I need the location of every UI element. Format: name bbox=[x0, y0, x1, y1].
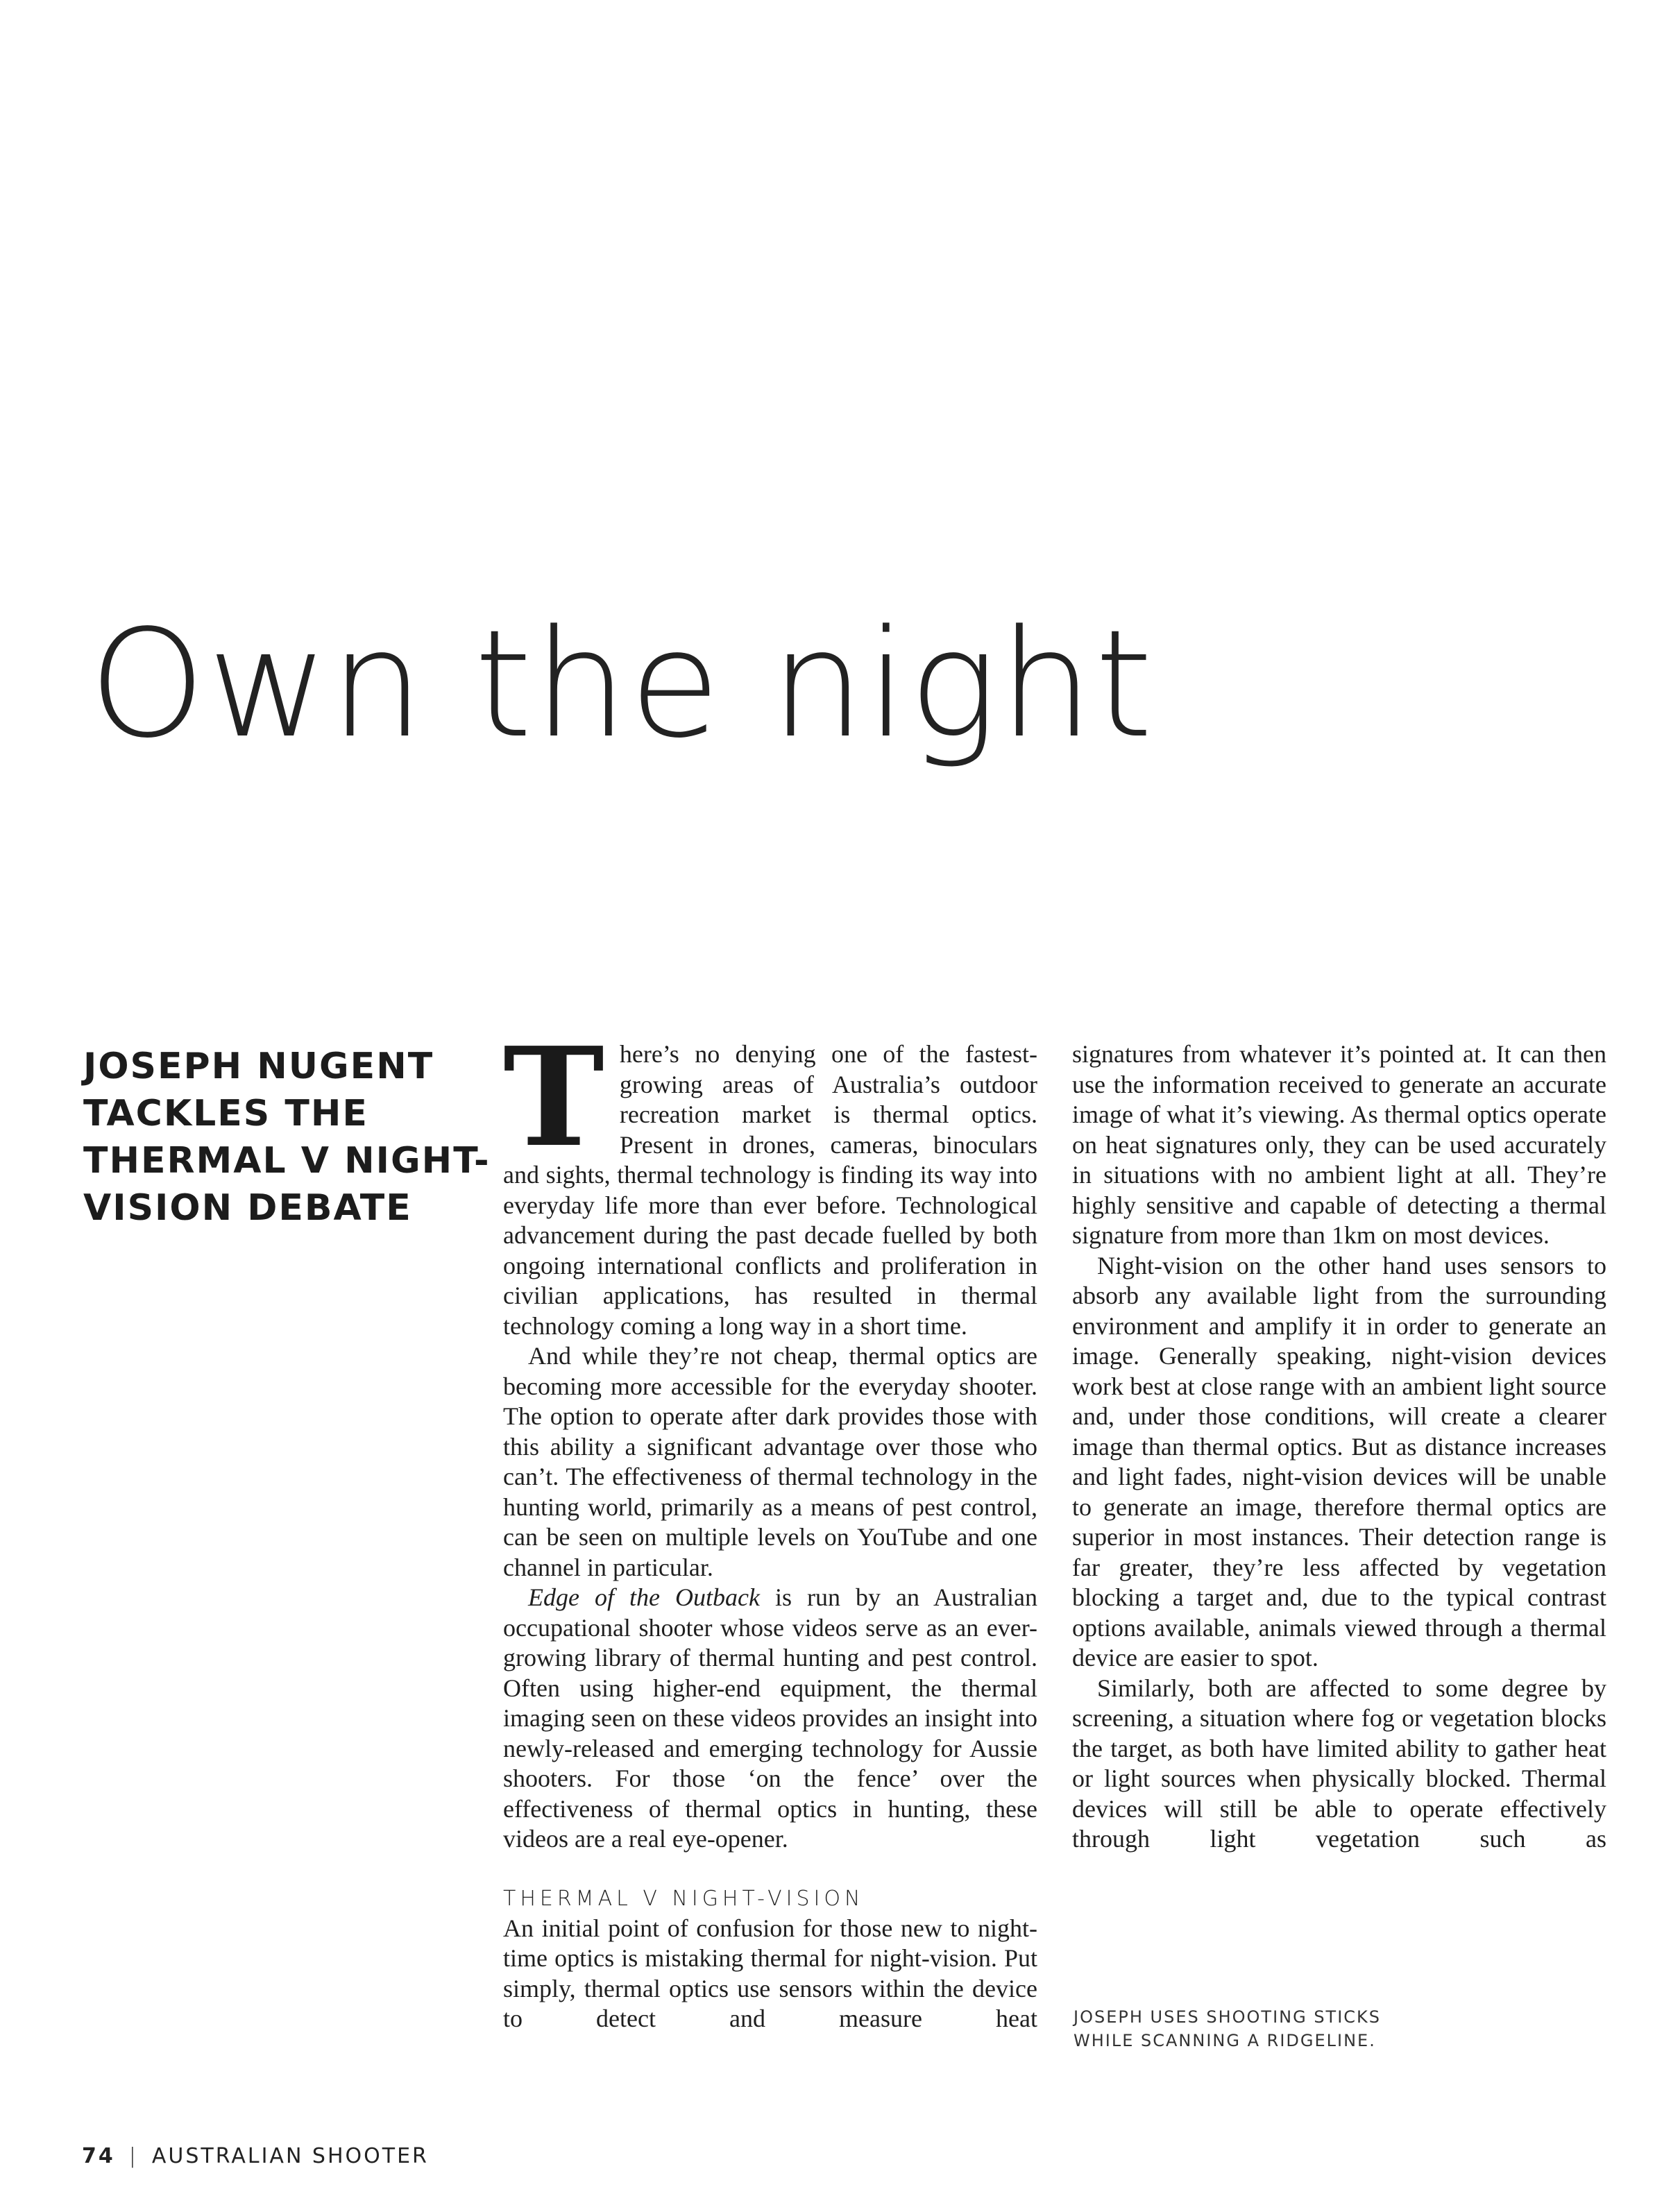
article-title: Own the night bbox=[89, 598, 1155, 771]
body-column-1 bbox=[503, 1018, 1037, 2034]
body-paragraph: Similarly, both are affected to some degree by screening, a situation where fog or vegetation blocks the target, as both have limited ability to gather heat or light sources when physically blocked. Thermal devices will still be able to operate effectively through light vegetation such as bbox=[1072, 1674, 1606, 1853]
publication-name: AUSTRALIAN SHOOTER bbox=[151, 2144, 429, 2168]
page-footer bbox=[82, 2144, 429, 2168]
drop-cap: T bbox=[503, 1018, 604, 1177]
page-number: 74 bbox=[82, 2144, 115, 2168]
body-paragraph: Night-vision on the other hand uses sensors to absorb any available light from the surrounding environment and amplify it in order to generate an image. Generally speaking, night-vision devices work best at close range with an ambient light source and, under those conditions, will create a clearer image than thermal optics. But as distance increases and light fades, night-vision devices will be unable to generate an image, therefore thermal optics are superior in most instances. Their detection range is far greater, they’re less affected by vegetation blocking a target and, due to the typical contrast options available, animals viewed through a thermal device are easier to spot. bbox=[1072, 1251, 1606, 1671]
body-paragraph: And while they’re not cheap, thermal optics are becoming more accessible for the everyday shooter. The option to operate after dark provides those with this ability a significant advantage over those who can’t. The effectiveness of thermal technology in the hunting world, primarily as a means of pest control, can be seen on multiple levels on YouTube and one channel in particular. bbox=[503, 1342, 1037, 1581]
body-paragraph bbox=[503, 1583, 1037, 1855]
photo-caption bbox=[1074, 2005, 1518, 2052]
footer-separator: | bbox=[128, 2144, 138, 2168]
paragraph-text: here’s no denying one of the fastest-growing areas of Australia’s outdoor recreation market is thermal optics. Present in drones, cameras, binoculars and sights, thermal technology is finding its way into everyday life more than ever before. Technological advancement during the past decade fuelled by both ongoing international conflicts and proliferation in civilian applications, has resulted in thermal technology coming a long way in a short time. bbox=[503, 1040, 1037, 1340]
standfirst: JOSEPH NUGENT TACKLES THE THERMAL V NIGHT-VISION DEBATE bbox=[83, 1046, 491, 1229]
body-column-2 bbox=[1072, 1039, 1606, 1855]
body-paragraph: An initial point of confusion for those new to night-time optics is mistaking thermal for night-vision. Put simply, thermal optics use sensors within the device to detect and measure heat bbox=[503, 1914, 1037, 2032]
caption-line: JOSEPH USES SHOOTING STICKS bbox=[1074, 2007, 1382, 2027]
section-subhead: THERMAL V NIGHT-VISION bbox=[503, 1886, 865, 1911]
caption-line: WHILE SCANNING A RIDGELINE. bbox=[1074, 2031, 1376, 2050]
body-paragraph: signatures from whatever it’s pointed at. It can then use the information received to generate an accurate image of what it’s viewing. As thermal optics operate on heat signatures only, they can be used accurately in situations with no ambient light at all. They’re highly sensitive and capable of detecting a thermal signature from more than 1km on most devices. bbox=[1072, 1040, 1606, 1249]
paragraph-text: is run by an Australian occupational shooter whose videos serve as an ever-growing library of thermal hunting and pest control. Often using higher-end equipment, the thermal imaging seen on these videos provides an insight into newly-released and emerging technology for Aussie shooters. For those ‘on the fence’ over the effectiveness of thermal optics in hunting, these videos are a real eye-opener. bbox=[503, 1583, 1037, 1853]
channel-name: Edge of the Outback bbox=[528, 1583, 760, 1611]
body-paragraph bbox=[503, 1018, 1037, 1341]
